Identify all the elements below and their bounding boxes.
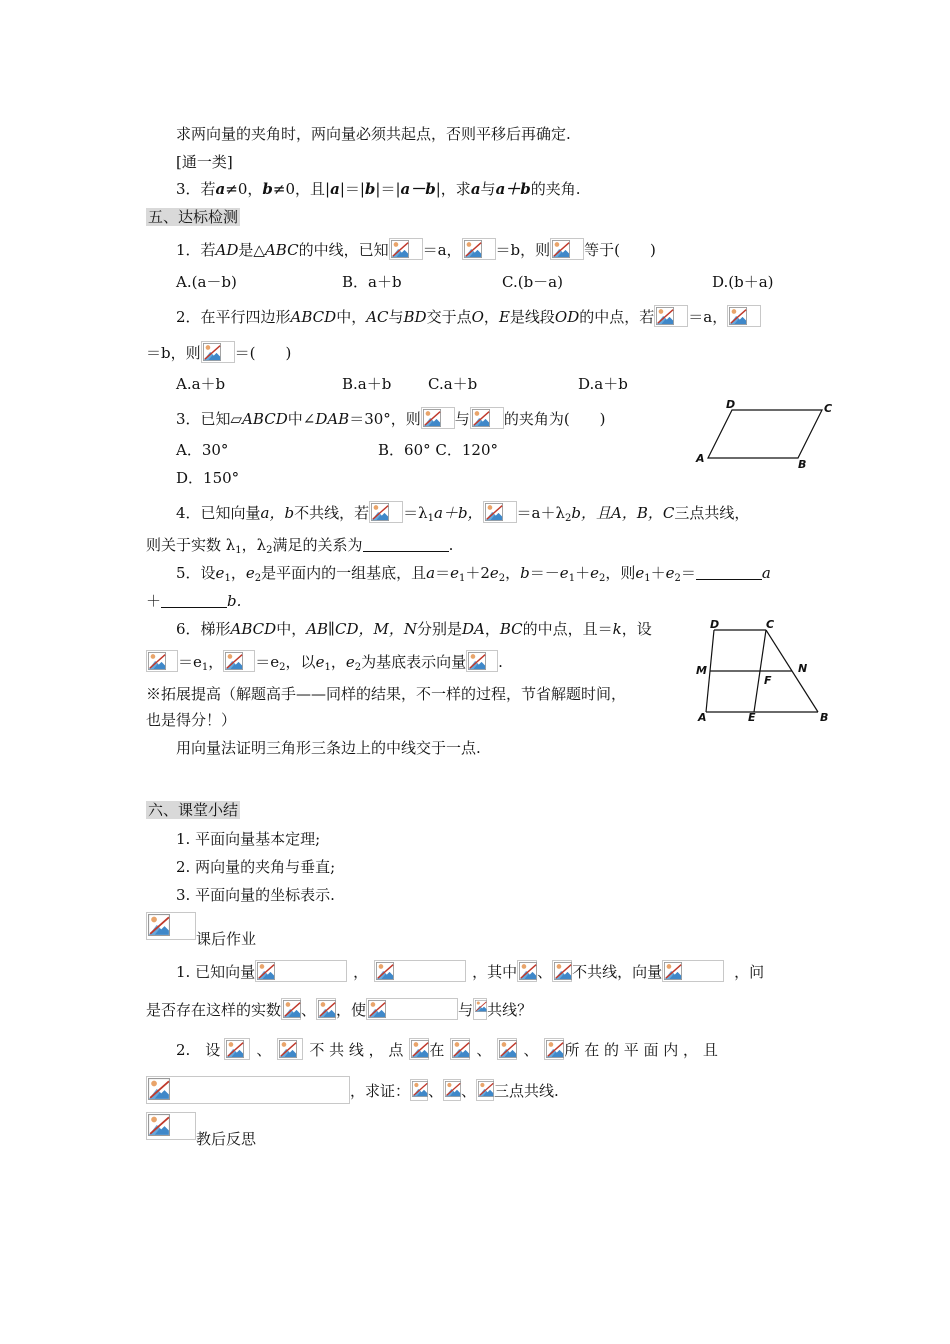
sub-1: 1 (224, 573, 231, 584)
broken-image-icon (483, 501, 517, 523)
t: 与 (388, 308, 404, 326)
t: 、 (537, 963, 553, 981)
t: 为基底表示向量 (361, 653, 467, 671)
t: 满足的关系为 (272, 536, 363, 554)
q-num: 5．设 (176, 564, 216, 582)
seg: DA (462, 620, 485, 638)
t: 、 (523, 1041, 539, 1059)
q-num: 2．在平行四边形 (176, 308, 291, 326)
q-num: 3．若 (176, 180, 216, 198)
t: ＝30°，则 (349, 410, 421, 428)
label-A: A (698, 711, 707, 724)
e: e (559, 564, 569, 582)
vars: a，b (260, 504, 295, 522)
t: 3. 平面向量的坐标表示. (176, 886, 335, 904)
t: 、 (301, 1001, 317, 1019)
broken-image-icon (389, 238, 423, 260)
section-5-title (146, 207, 240, 227)
pts: A，B，C (610, 504, 675, 522)
t: ，则 (605, 564, 636, 582)
summary-item-3 (176, 885, 335, 905)
parallelogram-shape (708, 410, 822, 458)
option-text: D.(b＋a) (712, 273, 774, 291)
sub-1: 1 (644, 573, 651, 584)
t: 的中点，且＝ (522, 620, 613, 638)
cond: 的夹角. (530, 180, 581, 198)
quad: ABCD (242, 410, 288, 428)
option-text: B．a＋b (342, 273, 402, 291)
t: 不共线，向量 (572, 963, 663, 981)
section-6-title (146, 800, 240, 820)
sub-1: 1 (201, 662, 209, 673)
extension-line3 (176, 738, 481, 758)
parallel: AB∥CD (306, 620, 359, 638)
t: 教后反思 (196, 1130, 257, 1148)
t: 则关于实数 λ (146, 536, 236, 554)
extension-line2 (146, 710, 236, 730)
t: 2. 两向量的夹角与垂直; (176, 858, 336, 876)
q-num: 2. 设 (176, 1041, 221, 1059)
text-line (176, 124, 571, 144)
t: ＝b，则 (146, 344, 201, 362)
label-C: C (824, 402, 833, 415)
t: 是否存在这样的实数 (146, 1001, 282, 1019)
p2-option-d (578, 374, 628, 394)
pts: ，M，N (358, 620, 417, 638)
seg: BC (499, 620, 523, 638)
summary-item-1 (176, 829, 320, 849)
t: 共线？ (487, 1001, 533, 1019)
t: 等于( ) (584, 241, 656, 259)
t: ※拓展提高（解题高手——同样的结果，不一样的过程，节省解题时间， (146, 685, 627, 703)
t: ， (330, 653, 346, 671)
sub-1: 1 (324, 662, 331, 673)
sub-2: 2 (498, 573, 506, 584)
t: b，且 (571, 504, 611, 522)
t: ，λ (241, 536, 267, 554)
p1-option-b (342, 272, 402, 292)
t: 是线段 (509, 308, 555, 326)
sub-2: 2 (254, 573, 262, 584)
pt: O (471, 308, 484, 326)
seg: AC (366, 308, 389, 326)
t: ＋2 (465, 564, 490, 582)
t: 的中线，已知 (298, 241, 389, 259)
q-num: 4．已知向量 (176, 504, 261, 522)
t: 、 (461, 1082, 477, 1100)
broken-image-icon (550, 238, 584, 260)
broken-image-icon (443, 1079, 461, 1101)
q-num: 3．已知▱ (176, 410, 243, 428)
problem-4-line1 (176, 501, 749, 523)
broken-image-icon (374, 960, 466, 982)
option-text: B．60° C．120° (378, 441, 498, 459)
section-title: 六、课堂小结 (148, 801, 239, 819)
broken-image-icon (201, 341, 235, 363)
t: 用向量法证明三角形三条边上的中线交于一点. (176, 739, 481, 757)
t: 课后作业 (196, 930, 257, 948)
problem-1 (176, 238, 656, 260)
vec-a: a (470, 180, 481, 198)
t: 1. 平面向量基本定理; (176, 830, 321, 848)
t: 是平面内的一组基底，且 (261, 564, 427, 582)
t: ＝－ (529, 564, 560, 582)
cond: |，求 (435, 180, 471, 198)
label-N: N (798, 662, 808, 675)
t: ， (230, 564, 246, 582)
broken-image-icon (146, 650, 178, 672)
t: 也是得分！） (146, 711, 237, 729)
quad: ABCD (290, 308, 337, 326)
p1-option-a (176, 272, 237, 292)
answer-blank[interactable] (161, 593, 227, 608)
cond: 与 (480, 180, 496, 198)
option-text: C.(b－a) (502, 273, 563, 291)
broken-image-icon (552, 960, 572, 982)
p3-option-d (176, 468, 239, 488)
t: ＝b，则 (495, 241, 551, 259)
broken-image-icon (146, 1112, 196, 1140)
broken-image-icon (369, 501, 403, 523)
homework-1-line2 (146, 998, 532, 1020)
t: ＋ (650, 564, 666, 582)
broken-image-icon (662, 960, 724, 982)
t: 不共线，若 (294, 504, 370, 522)
t: ＝e (178, 653, 202, 671)
q-num: 1. 已知向量 (176, 963, 256, 981)
p3-option-bc (378, 440, 498, 460)
problem-2-line1 (176, 305, 761, 327)
broken-image-icon (316, 998, 336, 1020)
homework-2-line2 (146, 1076, 559, 1104)
t: ＋ (575, 564, 591, 582)
t: ，以 (285, 653, 316, 671)
trapezoid-figure (694, 618, 840, 726)
b: b (520, 564, 530, 582)
e: e (489, 564, 499, 582)
broken-image-icon (224, 1038, 250, 1060)
t: ＝a， (688, 308, 728, 326)
broken-image-icon (727, 305, 761, 327)
e: e (315, 653, 325, 671)
t: 中， (336, 308, 367, 326)
t: 、 (476, 1041, 492, 1059)
option-text: D．150° (176, 469, 240, 487)
problem-3 (176, 407, 606, 429)
label-D: D (726, 398, 736, 411)
summary-item-2 (176, 857, 335, 877)
t: 分别是 (416, 620, 462, 638)
broken-image-icon (146, 912, 196, 940)
t: ＝a＋λ (516, 504, 565, 522)
e: e (635, 564, 645, 582)
cond: ≠0，且| (272, 180, 331, 198)
parallelogram-figure (690, 398, 840, 472)
t: 交于点 (426, 308, 472, 326)
t: ＝ (680, 564, 696, 582)
broken-image-icon (421, 407, 455, 429)
cond: |＝| (339, 180, 365, 198)
option-text: D.a＋b (578, 375, 628, 393)
t: ＝( ) (234, 344, 292, 362)
t: 中∠ (287, 410, 316, 428)
p2-option-c (428, 374, 477, 394)
a: a (761, 564, 771, 582)
t: 、 (428, 1082, 444, 1100)
k: k (612, 620, 622, 638)
t: 在 (429, 1041, 445, 1059)
broken-image-icon (409, 1038, 429, 1060)
cond: ≠0， (225, 180, 263, 198)
problem-2-line2 (146, 341, 291, 363)
sub-1: 1 (568, 573, 576, 584)
broken-image-icon (654, 305, 688, 327)
problem-6-line2 (146, 650, 503, 672)
e: e (665, 564, 675, 582)
t: . (498, 653, 503, 671)
vec-b: b (364, 180, 376, 198)
b: b. (227, 592, 242, 610)
broken-image-icon (277, 1038, 303, 1060)
p3-option-a (176, 440, 228, 460)
option-text: A.(a－b) (176, 273, 237, 291)
t: ， (505, 564, 521, 582)
t: 中， (276, 620, 307, 638)
vec-a-plus-b: a＋b (495, 180, 531, 198)
angle: DAB (315, 410, 350, 428)
t: 与 (454, 410, 470, 428)
homework-1-line1 (176, 960, 764, 982)
sub-2: 2 (354, 662, 362, 673)
label-F: F (764, 674, 772, 687)
t: 所 在 的 平 面 内 ， 且 (564, 1041, 718, 1059)
broken-image-icon (450, 1038, 470, 1060)
tongyilei-text: [通一类] (176, 153, 233, 171)
sub-1: 1 (427, 513, 434, 524)
e: e (245, 564, 255, 582)
q-num: 1．若 (176, 241, 216, 259)
broken-image-icon (466, 650, 498, 672)
broken-image-icon (476, 1079, 494, 1101)
option-text: B.a＋b (342, 375, 392, 393)
vec-a: a (215, 180, 226, 198)
answer-blank[interactable] (696, 565, 762, 580)
broken-image-icon (366, 998, 458, 1020)
sub-1: 1 (458, 573, 466, 584)
t: 三点共线. (494, 1082, 559, 1100)
t: 的中点，若 (579, 308, 655, 326)
t: ，问 (734, 963, 765, 981)
broken-image-icon (473, 998, 487, 1020)
broken-image-icon (255, 960, 347, 982)
t: 三点共线， (674, 504, 750, 522)
sub-2: 2 (279, 662, 286, 673)
t: ，求证： (350, 1082, 411, 1100)
problem-5-line1 (176, 563, 771, 583)
question-3-top (176, 179, 581, 199)
broken-image-icon (410, 1079, 428, 1101)
broken-image-icon (517, 960, 537, 982)
t: ＝λ (403, 504, 428, 522)
problem-5-line2 (146, 591, 241, 611)
homework-heading (146, 912, 257, 948)
t: . (448, 536, 454, 554)
tri: ABC (264, 241, 299, 259)
e: e (215, 564, 225, 582)
a: a (426, 564, 436, 582)
problem-4-line2 (146, 535, 453, 555)
p1-option-c (502, 272, 563, 292)
t: ， (353, 963, 369, 981)
t: ，其中 (472, 963, 518, 981)
label-E: E (748, 711, 756, 724)
broken-image-icon (281, 998, 301, 1020)
broken-image-icon (146, 1076, 350, 1104)
p2-option-a (176, 374, 225, 394)
t: 是△ (238, 241, 265, 259)
sub-2: 2 (266, 545, 273, 556)
t: 、 (256, 1041, 272, 1059)
t: ＝e (255, 653, 280, 671)
option-text: C.a＋b (428, 375, 478, 393)
t: 与 (458, 1001, 474, 1019)
q-num: 6．梯形 (176, 620, 231, 638)
t: ，使 (336, 1001, 367, 1019)
seg: OD (554, 308, 580, 326)
reflection-heading (146, 1112, 257, 1148)
answer-blank[interactable] (363, 537, 449, 552)
t: ， (484, 620, 500, 638)
broken-image-icon (223, 650, 255, 672)
sub-1: 1 (235, 545, 242, 556)
vec-a: a (330, 180, 340, 198)
option-text: A．30° (176, 441, 229, 459)
sub-2: 2 (565, 513, 572, 524)
tongyilei-label (176, 152, 233, 172)
t: ＝a， (422, 241, 462, 259)
sub-2: 2 (598, 573, 606, 584)
label-M: M (696, 664, 707, 677)
label-C: C (766, 618, 775, 631)
t: 不 共 线 ， 点 (309, 1041, 404, 1059)
broken-image-icon (497, 1038, 517, 1060)
e: e (590, 564, 599, 582)
p1-option-d (712, 272, 774, 292)
label-B: B (798, 458, 807, 471)
p2-option-b (342, 374, 391, 394)
t: ， (483, 308, 499, 326)
sub-2: 2 (674, 573, 681, 584)
t: ，设 (621, 620, 652, 638)
pt: E (498, 308, 510, 326)
e: e (450, 564, 459, 582)
t: ＝ (435, 564, 451, 582)
option-text: A.a＋b (176, 375, 226, 393)
cond: |＝| (375, 180, 401, 198)
label-B: B (820, 711, 829, 724)
label-A: A (696, 452, 705, 465)
t: 的夹角为( ) (503, 410, 606, 428)
t: a＋b， (434, 504, 483, 522)
seg: BD (403, 308, 427, 326)
problem-6-line1 (176, 619, 652, 639)
extension-line1 (146, 684, 626, 704)
broken-image-icon (470, 407, 504, 429)
t: ＋ (146, 592, 162, 610)
vec-b: b (262, 180, 273, 198)
broken-image-icon (462, 238, 496, 260)
quad: ABCD (230, 620, 277, 638)
label-D: D (710, 618, 720, 631)
t: ， (208, 653, 224, 671)
broken-image-icon (544, 1038, 564, 1060)
seg: AD (215, 241, 239, 259)
note-text: 求两向量的夹角时，两向量必须共起点，否则平移后再确定. (176, 125, 571, 143)
section-title: 五、达标检测 (148, 208, 239, 226)
vec-a-minus-b: a－b (400, 180, 436, 198)
e: e (345, 653, 355, 671)
homework-2-line1 (176, 1038, 718, 1060)
